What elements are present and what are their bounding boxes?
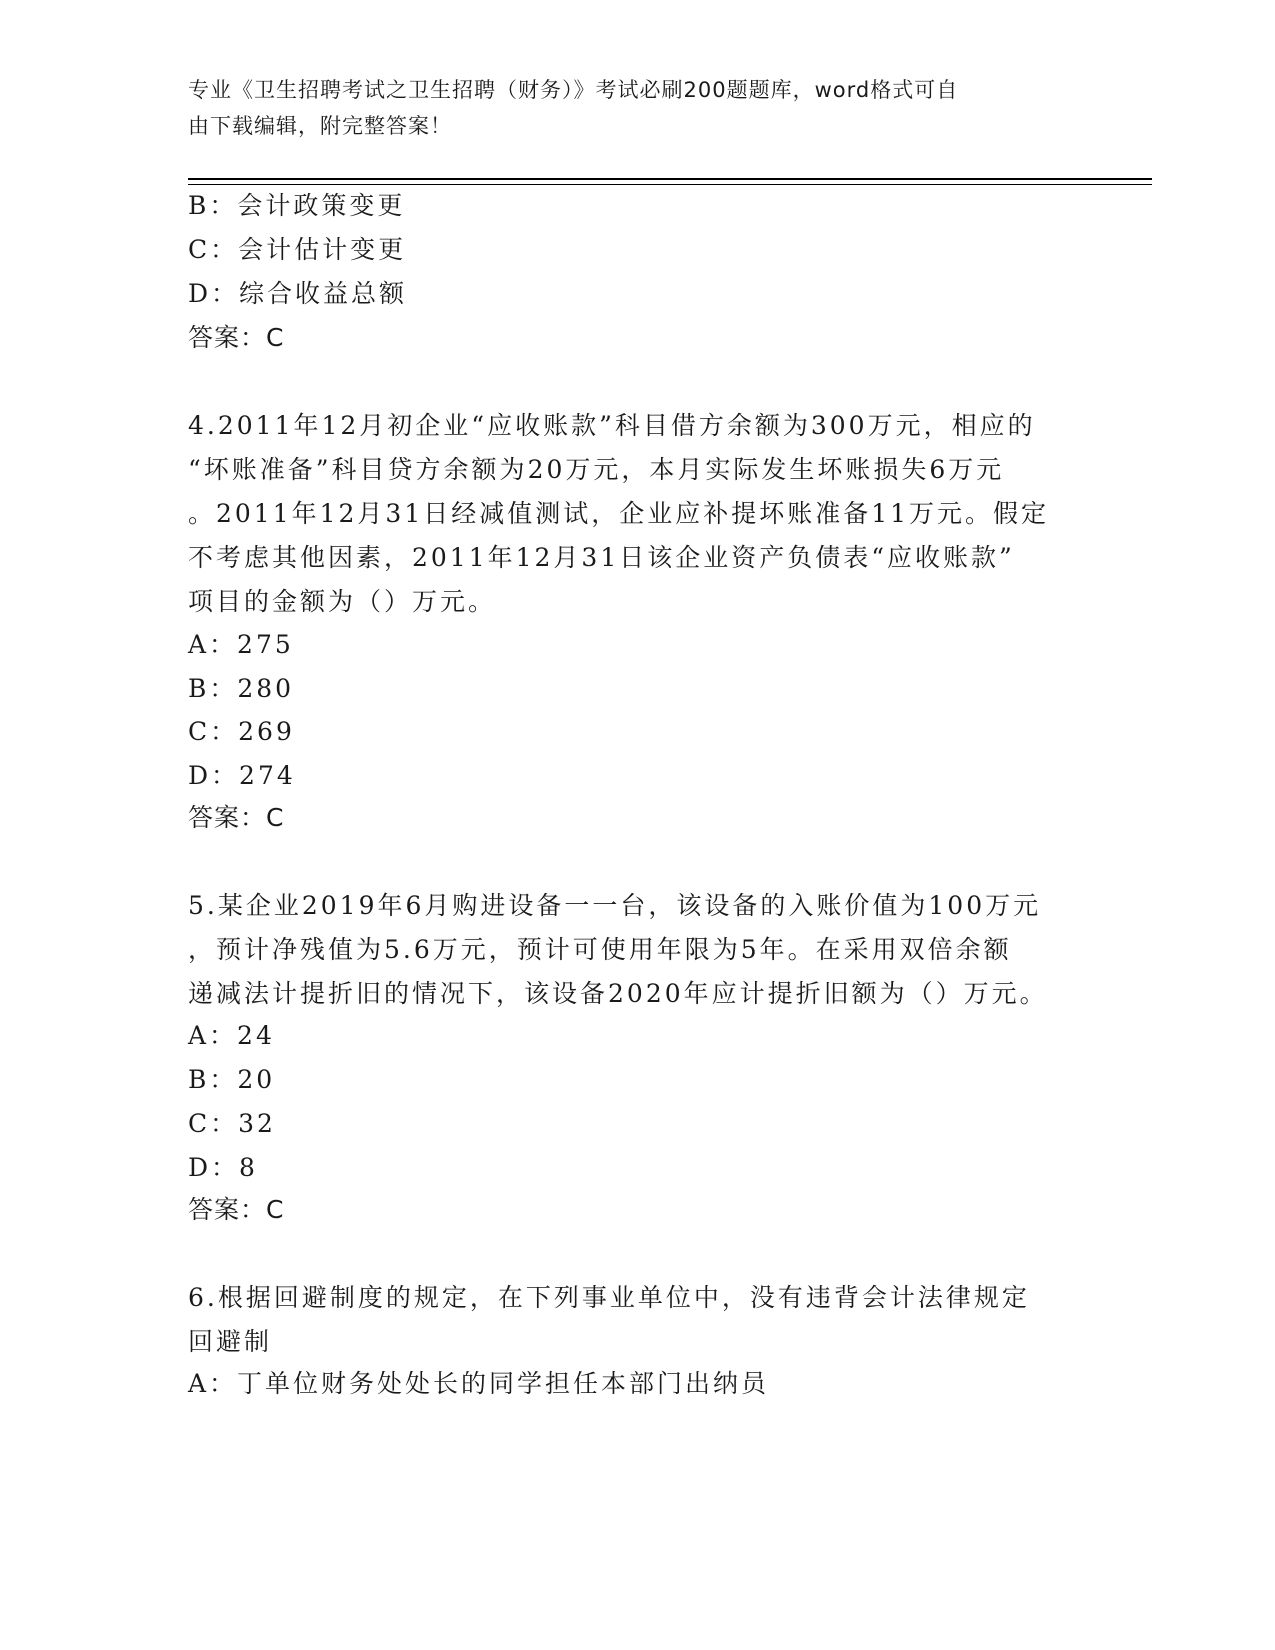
q6-stem-line-2: 回避制 (188, 1327, 273, 1356)
q5-option-b: B：20 (188, 1065, 276, 1094)
q4-stem-line-1: 4.2011年12月初企业“应收账款”科目借方余额为300万元，相应的 (188, 411, 1036, 440)
q4-stem-line-3: 。2011年12月31日经减值测试，企业应补提坏账准备11万元。假定 (188, 499, 1050, 528)
q3-option-d: D：综合收益总额 (188, 279, 408, 308)
q5-option-d: D：8 (188, 1153, 258, 1182)
q4-option-d: D：274 (188, 761, 296, 790)
q6-option-a: A：丁单位财务处处长的同学担任本部门出纳员 (188, 1369, 770, 1398)
q6-stem-line-1: 6.根据回避制度的规定，在下列事业单位中，没有违背会计法律规定 (188, 1283, 1030, 1312)
q3-option-b: B：会计政策变更 (188, 191, 406, 220)
q3-answer: 答案：C (188, 323, 285, 352)
q5-option-c: C：32 (188, 1109, 276, 1138)
q4-stem-line-5: 项目的金额为（）万元。 (188, 587, 497, 616)
q5-option-a: A：24 (188, 1021, 275, 1050)
q5-stem-line-2: ，预计净残值为5.6万元，预计可使用年限为5年。在采用双倍余额 (188, 935, 1012, 964)
header-divider-thin (188, 184, 1152, 185)
q4-stem-line-2: “坏账准备”科目贷方余额为20万元，本月实际发生坏账损失6万元 (188, 455, 1005, 484)
header-line-2: 由下载编辑，附完整答案！ (188, 114, 452, 138)
q4-answer: 答案：C (188, 803, 285, 832)
q5-stem-line-3: 递减法计提折旧的情况下，该设备2020年应计提折旧额为（）万元。 (188, 979, 1048, 1008)
q5-answer: 答案：C (188, 1195, 285, 1224)
q4-option-a: A：275 (188, 630, 294, 659)
document-header (188, 72, 1068, 144)
q4-stem-line-4: 不考虑其他因素，2011年12月31日该企业资产负债表“应收账款” (188, 543, 1015, 572)
q3-option-c: C：会计估计变更 (188, 235, 407, 264)
q4-option-b: B：280 (188, 674, 295, 703)
q4-option-c: C：269 (188, 717, 295, 746)
header-divider-thick (188, 178, 1152, 180)
header-line-1: 专业《卫生招聘考试之卫生招聘（财务）》考试必刷200题题库，word格式可自 (188, 78, 959, 102)
q5-stem-line-1: 5.某企业2019年6月购进设备一一台，该设备的入账价值为100万元 (188, 891, 1042, 920)
